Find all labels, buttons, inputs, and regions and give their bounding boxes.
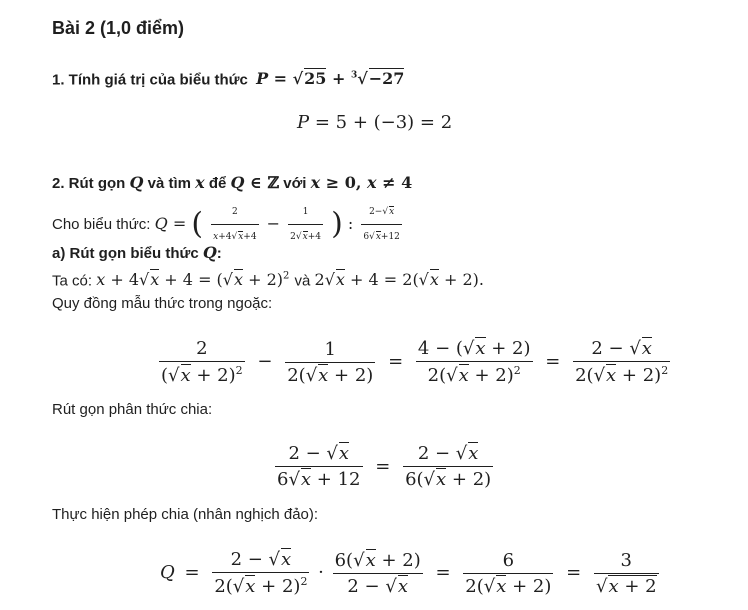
given-expression: Q = ( $\frac{2}{x+4√x+4}$ − $\frac{1}{2√x+4}$ ) : $\frac{2-√x}{6√x+12}$ <box>155 214 405 233</box>
rutgon-line: Rút gọn phân thức chia: <box>52 401 213 418</box>
taco-mid: và <box>294 272 311 290</box>
taco-expression-1: $x + 4√x + 4 = (√x + 2)^2$ <box>96 270 290 290</box>
part2-heading: 2. Rút gọn Q và tìm x để Q ∈ ℤ với x ≥ 0, x ≠ 4 <box>52 173 413 192</box>
quydong-line: Quy đồng mẫu thức trong ngoặc: <box>52 295 273 312</box>
display-equation-1: $\frac{2}{(√x + 2)^2}$ − $\frac{1}{2(√x + 2)}$ = $\frac{4 - (√x + 2)}{2(√x + 2)^2}$ = $\frac{2 - √x}{2(√x + 2)^2}$ <box>161 338 669 386</box>
part1-heading <box>52 66 404 90</box>
problem-title: Bài 2 (1,0 điểm) <box>52 18 185 38</box>
display-equation-3: Q = $\frac{2 - √x}{2(√x + 2)^2}$ · $\frac{6(√x + 2)}{2 - √x}$ = $\frac{6}{2(√x + 2)}$ = $\frac{3}{√x + 2}$ <box>160 549 657 597</box>
part1-result: P = 5 + (−3) = 2 <box>297 112 453 133</box>
sub-a-heading: a) Rút gọn biểu thức Q: <box>52 243 222 262</box>
display-equation-2: $\frac{2 - √x}{6√x + 12}$ = $\frac{2 - √x}{6(√x + 2)}$ <box>277 443 492 490</box>
part1-heading-text: 1. Tính giá trị của biểu thức <box>52 71 248 89</box>
part1-expression: P = √25 + $^3$√−27 <box>256 69 405 89</box>
given-expression-line <box>52 202 405 247</box>
taco-line <box>52 267 484 291</box>
taco-expression-2: 2√x + 4 = 2(√x + 2). <box>314 270 484 290</box>
given-label: Cho biểu thức: <box>52 216 151 233</box>
thuchien-line: Thực hiện phép chia (nhân nghịch đảo): <box>52 506 319 523</box>
taco-prefix: Ta có: <box>52 272 93 290</box>
